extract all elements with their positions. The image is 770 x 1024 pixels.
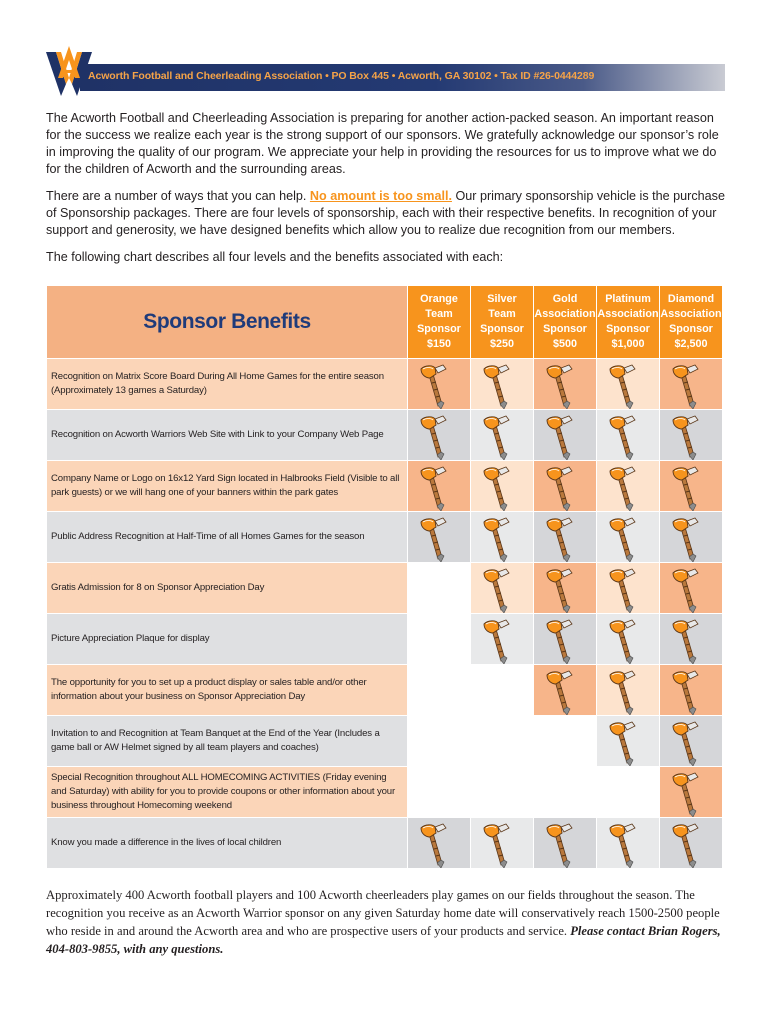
sponsor-level-price: $250 <box>489 338 515 350</box>
org-address-line: Acworth Football and Cheerleading Association • PO Box 445 • Acworth, GA 30102 • Tax ID #26-0444289 <box>88 70 595 82</box>
benefit-empty-cell <box>471 716 534 767</box>
tomahawk-icon <box>544 516 576 562</box>
benefit-included-cell <box>534 410 597 461</box>
benefit-included-cell <box>534 512 597 563</box>
intro-p2-end: Our primary sponsorship vehicle is the purchase of Sponsorship packages. There are four levels of sponsorship, each with their respective benefits. In recognition of your support and generosity, we have designed benefits which allow you to realize due recognition from our members. <box>46 189 725 237</box>
benefit-empty-cell <box>408 665 471 716</box>
benefit-empty-cell <box>534 716 597 767</box>
benefit-included-cell <box>597 512 660 563</box>
tomahawk-icon <box>607 363 639 409</box>
benefit-included-cell <box>471 512 534 563</box>
benefit-included-cell <box>597 614 660 665</box>
benefit-included-cell <box>597 563 660 614</box>
benefit-label: Know you made a difference in the lives of local children <box>47 818 408 869</box>
tomahawk-icon <box>418 465 450 511</box>
benefit-included-cell <box>471 359 534 410</box>
benefit-included-cell <box>408 512 471 563</box>
intro-paragraph-2 <box>46 188 730 239</box>
tomahawk-icon <box>544 618 576 664</box>
benefit-included-cell <box>597 359 660 410</box>
benefit-empty-cell <box>408 767 471 818</box>
sponsor-level-price: $150 <box>426 338 452 350</box>
tomahawk-icon <box>607 567 639 613</box>
sponsor-level-name: Orange <box>420 293 458 305</box>
table-body <box>47 359 723 869</box>
benefit-row <box>47 359 723 410</box>
tomahawk-icon <box>544 669 576 715</box>
benefit-included-cell <box>660 410 723 461</box>
tomahawk-icon <box>607 822 639 868</box>
tomahawk-icon <box>481 414 513 460</box>
benefit-included-cell <box>660 818 723 869</box>
tomahawk-icon <box>670 465 702 511</box>
tomahawk-icon <box>481 363 513 409</box>
benefit-included-cell <box>597 716 660 767</box>
table-title-cell <box>47 286 408 359</box>
benefit-label: Recognition on Matrix Score Board During All Home Games for the entire season (Approximately 13 games a Saturday) <box>47 359 408 410</box>
tomahawk-icon <box>544 567 576 613</box>
benefit-row <box>47 461 723 512</box>
tomahawk-icon <box>418 822 450 868</box>
benefit-row <box>47 767 723 818</box>
tomahawk-icon <box>607 720 639 766</box>
benefit-included-cell <box>408 410 471 461</box>
benefit-empty-cell <box>534 767 597 818</box>
sponsor-level-header <box>408 286 471 359</box>
tomahawk-icon <box>544 414 576 460</box>
benefit-included-cell <box>471 563 534 614</box>
benefit-row <box>47 614 723 665</box>
benefit-row <box>47 410 723 461</box>
benefit-included-cell <box>660 461 723 512</box>
tomahawk-icon <box>670 414 702 460</box>
sponsor-level-header <box>660 286 723 359</box>
tomahawk-icon <box>481 465 513 511</box>
tomahawk-icon <box>670 567 702 613</box>
sponsor-level-name: Team <box>488 308 516 320</box>
benefit-included-cell <box>597 665 660 716</box>
benefit-row <box>47 716 723 767</box>
sponsor-level-name: Association <box>534 308 596 320</box>
benefit-included-cell <box>660 716 723 767</box>
tomahawk-icon <box>607 669 639 715</box>
benefit-included-cell <box>660 614 723 665</box>
benefit-row <box>47 665 723 716</box>
benefit-included-cell <box>660 767 723 818</box>
tomahawk-icon <box>670 720 702 766</box>
tomahawk-icon <box>670 771 702 817</box>
benefit-included-cell <box>471 461 534 512</box>
benefit-row <box>47 512 723 563</box>
benefit-included-cell <box>534 818 597 869</box>
benefit-label: Company Name or Logo on 16x12 Yard Sign located in Halbrooks Field (Visible to all park guests) or we will hang one of your banners within the park gates <box>47 461 408 512</box>
tomahawk-icon <box>481 516 513 562</box>
sponsor-level-header <box>471 286 534 359</box>
benefit-empty-cell <box>408 614 471 665</box>
sponsor-level-name: Sponsor <box>543 323 587 335</box>
tomahawk-icon <box>418 363 450 409</box>
tomahawk-icon <box>481 822 513 868</box>
benefit-included-cell <box>660 512 723 563</box>
benefit-label: Invitation to and Recognition at Team Banquet at the End of the Year (Includes a game ball or AW Helmet signed by all team players and coaches) <box>47 716 408 767</box>
sponsor-level-name: Gold <box>552 293 578 305</box>
tomahawk-icon <box>607 414 639 460</box>
sponsor-benefits-table <box>46 285 723 869</box>
tomahawk-icon <box>607 618 639 664</box>
sponsor-level-price: $500 <box>552 338 578 350</box>
sponsor-level-name: Team <box>425 308 453 320</box>
benefit-included-cell <box>408 359 471 410</box>
sponsor-level-name: Sponsor <box>669 323 713 335</box>
tomahawk-icon <box>418 414 450 460</box>
tomahawk-icon <box>670 618 702 664</box>
intro-paragraph-1: The Acworth Football and Cheerleading Association is preparing for another action-packed season. An important reason for the success we realize each year is the strong support of our sponsors. We gratefully acknowledge our sponsor’s role in improving the quality of our program. We appreciate your help in providing the resources for us to improve what we do for the children of Acworth and the surrounding areas. <box>46 111 719 176</box>
tomahawk-icon <box>544 822 576 868</box>
tomahawk-icon <box>670 822 702 868</box>
benefit-included-cell <box>408 461 471 512</box>
benefit-label: Picture Appreciation Plaque for display <box>47 614 408 665</box>
sponsor-level-name: Association <box>597 308 659 320</box>
sponsor-level-name: Sponsor <box>606 323 650 335</box>
benefit-included-cell <box>471 410 534 461</box>
intro-paragraph-3: The following chart describes all four levels and the benefits associated with each: <box>46 250 504 264</box>
benefit-included-cell <box>534 614 597 665</box>
benefit-included-cell <box>534 665 597 716</box>
benefit-included-cell <box>597 410 660 461</box>
tomahawk-icon <box>418 516 450 562</box>
intro-text <box>46 110 730 276</box>
table-header-row <box>47 286 723 359</box>
benefit-included-cell <box>534 563 597 614</box>
benefit-empty-cell <box>408 563 471 614</box>
benefit-included-cell <box>471 818 534 869</box>
tomahawk-icon <box>481 567 513 613</box>
sponsor-level-name: Sponsor <box>417 323 461 335</box>
benefit-empty-cell <box>471 665 534 716</box>
footer-body: Approximately 400 Acworth football players and 100 Acworth cheerleaders play games on our fields throughout the season. The recognition you receive as an Acworth Warrior sponsor on any given Saturday home date will conservatively reach 1500-2500 people who reside in and around the Acworth area and who are prospective users of your products and service. <box>46 888 720 938</box>
benefit-included-cell <box>534 461 597 512</box>
footer-text <box>46 886 728 958</box>
tomahawk-icon <box>670 363 702 409</box>
benefit-label: The opportunity for you to set up a product display or sales table and/or other information about your business on Sponsor Appreciation Day <box>47 665 408 716</box>
benefit-label: Public Address Recognition at Half-Time of all Homes Games for the season <box>47 512 408 563</box>
benefit-included-cell <box>471 614 534 665</box>
sponsor-level-price: $1,000 <box>611 338 645 350</box>
benefit-label: Gratis Admission for 8 on Sponsor Appreciation Day <box>47 563 408 614</box>
tomahawk-icon <box>544 363 576 409</box>
sponsor-level-price: $2,500 <box>674 338 708 350</box>
tomahawk-icon <box>544 465 576 511</box>
tomahawk-icon <box>670 516 702 562</box>
tomahawk-icon <box>607 516 639 562</box>
benefit-row <box>47 818 723 869</box>
tomahawk-icon <box>607 465 639 511</box>
benefit-included-cell <box>597 818 660 869</box>
tomahawk-icon <box>670 669 702 715</box>
footer-contact: Please contact Brian Rogers, 404-803-9855, with any questions. <box>46 924 721 956</box>
sponsor-level-header <box>597 286 660 359</box>
benefit-empty-cell <box>471 767 534 818</box>
benefit-included-cell <box>408 818 471 869</box>
sponsor-level-name: Sponsor <box>480 323 524 335</box>
sponsor-level-header <box>534 286 597 359</box>
sponsor-level-name: Diamond <box>667 293 715 305</box>
benefit-included-cell <box>597 461 660 512</box>
benefit-included-cell <box>534 359 597 410</box>
benefit-included-cell <box>660 563 723 614</box>
sponsor-level-name: Platinum <box>605 293 651 305</box>
sponsor-level-name: Silver <box>487 293 517 305</box>
benefit-label: Recognition on Acworth Warriors Web Site with Link to your Company Web Page <box>47 410 408 461</box>
tomahawk-icon <box>481 618 513 664</box>
benefit-included-cell <box>660 665 723 716</box>
benefit-empty-cell <box>408 716 471 767</box>
table-title: Sponsor Benefits <box>143 310 311 333</box>
sponsor-level-name: Association <box>660 308 722 320</box>
benefit-empty-cell <box>597 767 660 818</box>
benefit-row <box>47 563 723 614</box>
benefit-label: Special Recognition throughout ALL HOMECOMING ACTIVITIES (Friday evening and Saturday) with ability for you to provide coupons or other information about your business throughout Homecoming weekend <box>47 767 408 818</box>
no-amount-too-small-highlight: No amount is too small. <box>309 189 452 203</box>
intro-p2-start: There are a number of ways that you can help. <box>46 189 310 203</box>
aw-warriors-logo-icon <box>44 44 94 98</box>
benefit-included-cell <box>660 359 723 410</box>
